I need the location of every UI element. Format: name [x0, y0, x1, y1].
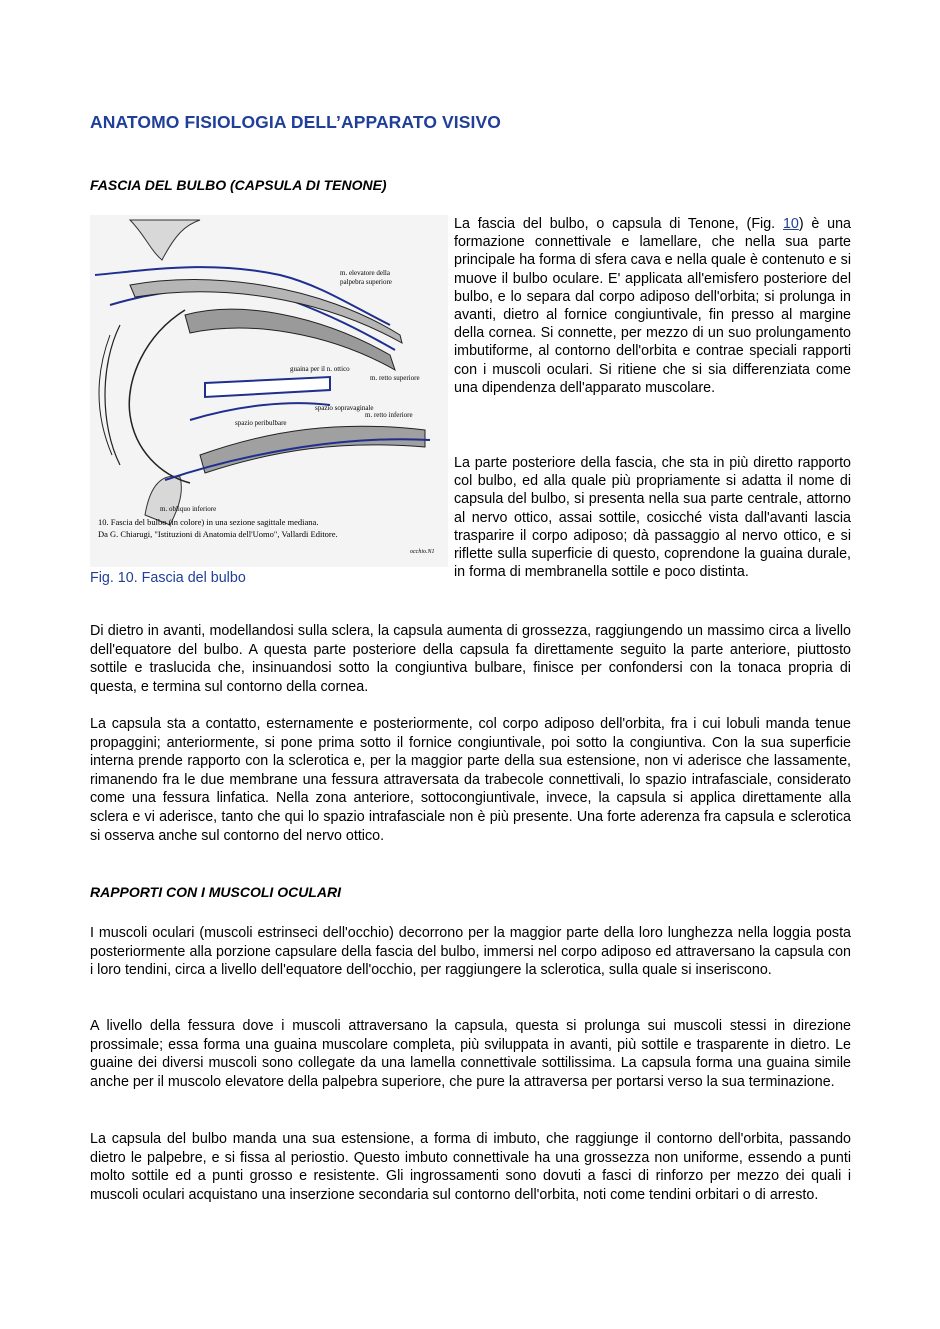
text-fragment: La fascia del bulbo, o capsula di Tenone, (Fig. — [454, 216, 783, 232]
figure-signature: occhio.N1 — [410, 549, 435, 555]
paragraph-fascia-4: La capsula sta a contatto, esternamente e posteriormente, col corpo adiposo dell'orbita, fra i cui lobuli manda tenue propaggini; anteriormente, si pone prima sotto il fornice congiuntivale, poi sotto la congiuntiva. Con la sua superficie interna prende rapporto con la sclerotica e, per la maggior parte della sua estensione, non vi aderisce che lassamente, rimanendo fra le due membrane una fessura attraversata da trabecole connettivali, lo spazio intrafasciale, considerato come una fessura linfatica. Nella zona anteriore, sottocongiuntivale, invece, la capsula si applica direttamente alla sclera e vi aderisce, tanto che qui lo spazio intrafasciale non è più presente. Una forte aderenza fra capsula e sclerotica si osserva anche sul contorno del nervo ottico. — [90, 716, 851, 844]
paragraph-muscoli-2: A livello della fessura dove i muscoli attraversano la capsula, questa si prolunga sui muscoli stessi in direzione prossimale; essa forma una guaina muscolare completa, più sviluppata in avanti, più sottile e trasparente in dietro. Le guaine dei diversi muscoli sono collegate da una lamella connettivale sottilissima. La capsula forma una guaina simile anche per il muscolo elevatore della palpebra superiore, che pure la attraversa per portarsi verso la sua terminazione. — [90, 1018, 851, 1090]
page-title: ANATOMO FISIOLOGIA DELL’APPARATO VISIVO — [90, 112, 501, 132]
label-elevatore-1: m. elevatore della — [340, 269, 390, 277]
paragraph-muscoli-1: I muscoli oculari (muscoli estrinseci dell'occhio) decorrono per la maggior parte della loro lunghezza nella loggia posta posteriormente alla porzione capsulare della fascia del bulbo, immersi nel corpo adiposo ed attraversano la capsula con i loro tendini, circa a livello dell'equatore dell'occhio, per raggiungere la sclerotica, sulla quale si inseriscono. — [90, 925, 851, 979]
section-heading-fascia: FASCIA DEL BULBO (CAPSULA DI TENONE) — [90, 177, 387, 193]
paragraph-fascia-3: Di dietro in avanti, modellandosi sulla sclera, la capsula aumenta di grossezza, raggiungendo un massimo circa a livello dell'equatore del bulbo. A questa parte posteriore della capsula fa direttamente seguito la parte anteriore, piuttosto sottile e traslucida che, insinuandosi sotto la congiuntiva bulbare, finisce per confondersi con la tonaca propria di questa, e termina sul contorno della cornea. — [90, 623, 851, 695]
label-retto-superiore: m. retto superiore — [370, 374, 420, 382]
fascia-diagram — [90, 215, 448, 567]
fascia-figure — [90, 215, 448, 567]
paragraph-fascia-2: La parte posteriore della fascia, che sta in più diretto rapporto col bulbo, ed alla quale più propriamente si adatta il nome di capsula del bulbo, si presenta nella sua parte centrale, attorno al nervo ottico, assai sottile, cosicché vista dall'avanti lascia trasparire il corpo adiposo; dà passaggio al nervo ottico, e si riflette sulla superficie di questo, coprendone la guaina durale, in forma di membranella sottile e poco distinta. — [454, 455, 851, 581]
label-retto-inferiore: m. retto inferiore — [365, 411, 413, 419]
figure-10-link[interactable]: 10 — [782, 216, 799, 232]
paragraph-fascia-1 — [454, 215, 851, 397]
figure-caption: Fig. 10. Fascia del bulbo — [90, 570, 246, 586]
paragraph-muscoli-3: La capsula del bulbo manda una sua estensione, a forma di imbuto, che raggiunge il contorno dell'orbita, passando dietro le palpebre, e si fissa al periostio. Questo imbuto connettivale ha una grossezza non uniforme, essendo a punti molto sottile ed a punti grosso e resistente. Gli ingrossamenti sono dovuti a fasci di rinforzo per mezzo dei quali i muscoli oculari acquistano una inserzione secondaria sul contorno dell'orbita, noti come tendini orbitari o di arresto. — [90, 1131, 851, 1203]
label-obliquo: m. obliquo inferiore — [160, 505, 217, 513]
section-heading-muscoli: RAPPORTI CON I MUSCOLI OCULARI — [90, 884, 341, 900]
label-guaina: guaina per il n. ottico — [290, 365, 350, 373]
legend-line-2: Da G. Chiarugi, "Istituzioni di Anatomia dell'Uomo", Vallardi Editore. — [98, 529, 338, 539]
label-sopravaginale: spazio sopravaginale — [315, 404, 374, 412]
label-peribulbare: spazio peribulbare — [235, 419, 287, 427]
text-fragment: ) è una formazione connettivale e lamellare, che nella sua parte principale ha forma di sfera cava e nella quale è contenuto e si muove il bulbo oculare. E' applicata all'emisfero posteriore del bulbo, e lo separa dal corpo adiposo dell'orbita; si prolunga in avanti, dietro al fornice congiuntivale, fin presso al margine della cornea. Si connette, per mezzo di un suo prolungamento imbutiforme, al contorno dell'orbita e contrae speciali rapporti con i muscoli oculari. Si ritiene che si sia differenziata come una dipendenza dell'apparato muscolare. — [454, 216, 852, 396]
legend-line-1: 10. Fascia del bulbo (in colore) in una sezione sagittale mediana. — [98, 517, 319, 527]
label-elevatore-2: palpebra superiore — [340, 278, 392, 286]
